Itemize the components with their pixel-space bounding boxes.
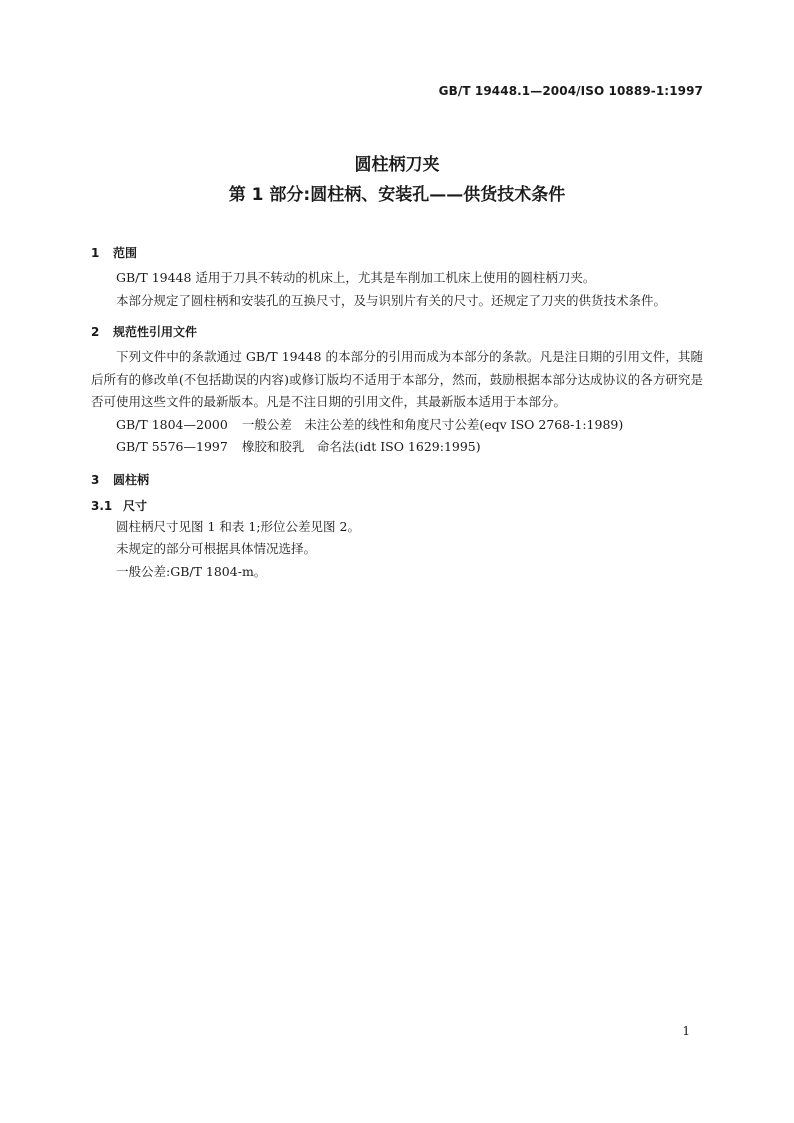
- section-3-title: 圆柱柄: [113, 472, 150, 487]
- section-2-title: 规范性引用文件: [113, 325, 198, 339]
- document-title: 圆柱柄刀夹: [354, 155, 440, 175]
- section-3-1-line-1: 圆柱柄尺寸见图 1 和表 1;形位公差见图 2。: [116, 518, 360, 534]
- reference-name: 一般公差 未注公差的线性和角度尺寸公差(eqv ISO 2768-1:1989): [241, 416, 624, 432]
- section-1-title: 范围: [113, 246, 138, 260]
- reference-code: GB/T 5576—1997: [116, 439, 228, 454]
- title-block: [0, 152, 794, 208]
- reference-name: 橡胶和胶乳 命名法(idt ISO 1629:1995): [241, 439, 481, 454]
- section-1-heading: [91, 243, 703, 263]
- section-3-1-number: 3.1: [91, 498, 113, 513]
- section-1-paragraph-1: GB/T 19448 适用于刀具不转动的机床上，尤其是车削加工机床上使用的圆柱柄刀夹。: [116, 270, 596, 285]
- section-3-number: 3: [91, 472, 100, 487]
- page-number: 1: [682, 1024, 690, 1038]
- reference-item: [91, 414, 703, 437]
- section-2-number: 2: [91, 325, 100, 339]
- reference-item: [91, 436, 703, 459]
- document-body: [91, 243, 703, 583]
- section-3-1-line-3: 一般公差:GB/T 1804-m。: [116, 563, 267, 579]
- standard-code: GB/T 19448.1—2004/ISO 10889-1:1997: [438, 84, 703, 98]
- document-subtitle: 第 1 部分:圆柱柄、安装孔——供货技术条件: [228, 185, 566, 205]
- section-3-1-title: 尺寸: [123, 498, 148, 513]
- section-2-heading: [91, 322, 703, 342]
- section-3-heading: [91, 470, 703, 490]
- reference-code: GB/T 1804—2000: [116, 416, 228, 432]
- section-3-1-heading: [91, 496, 703, 516]
- section-1-paragraph-2: 本部分规定了圆柱柄和安装孔的互换尺寸，及与识别片有关的尺寸。还规定了刀夹的供货技术条件。: [116, 292, 667, 308]
- section-2-paragraph-1: 下列文件中的条款通过 GB/T 19448 的本部分的引用而成为本部分的条款。凡是注日期的引用文件，其随后所有的修改单(不包括勘误的内容)或修订版均不适用于本部分，然而，鼓励根据本部分达成协议的各方研究是否可使用这些文件的最新版本。凡是不注日期的引用文件，其最新版本适用于本部分。: [91, 349, 703, 409]
- section-3-1-line-2: 未规定的部分可根据具体情况选择。: [116, 541, 317, 556]
- section-1-number: 1: [91, 246, 100, 260]
